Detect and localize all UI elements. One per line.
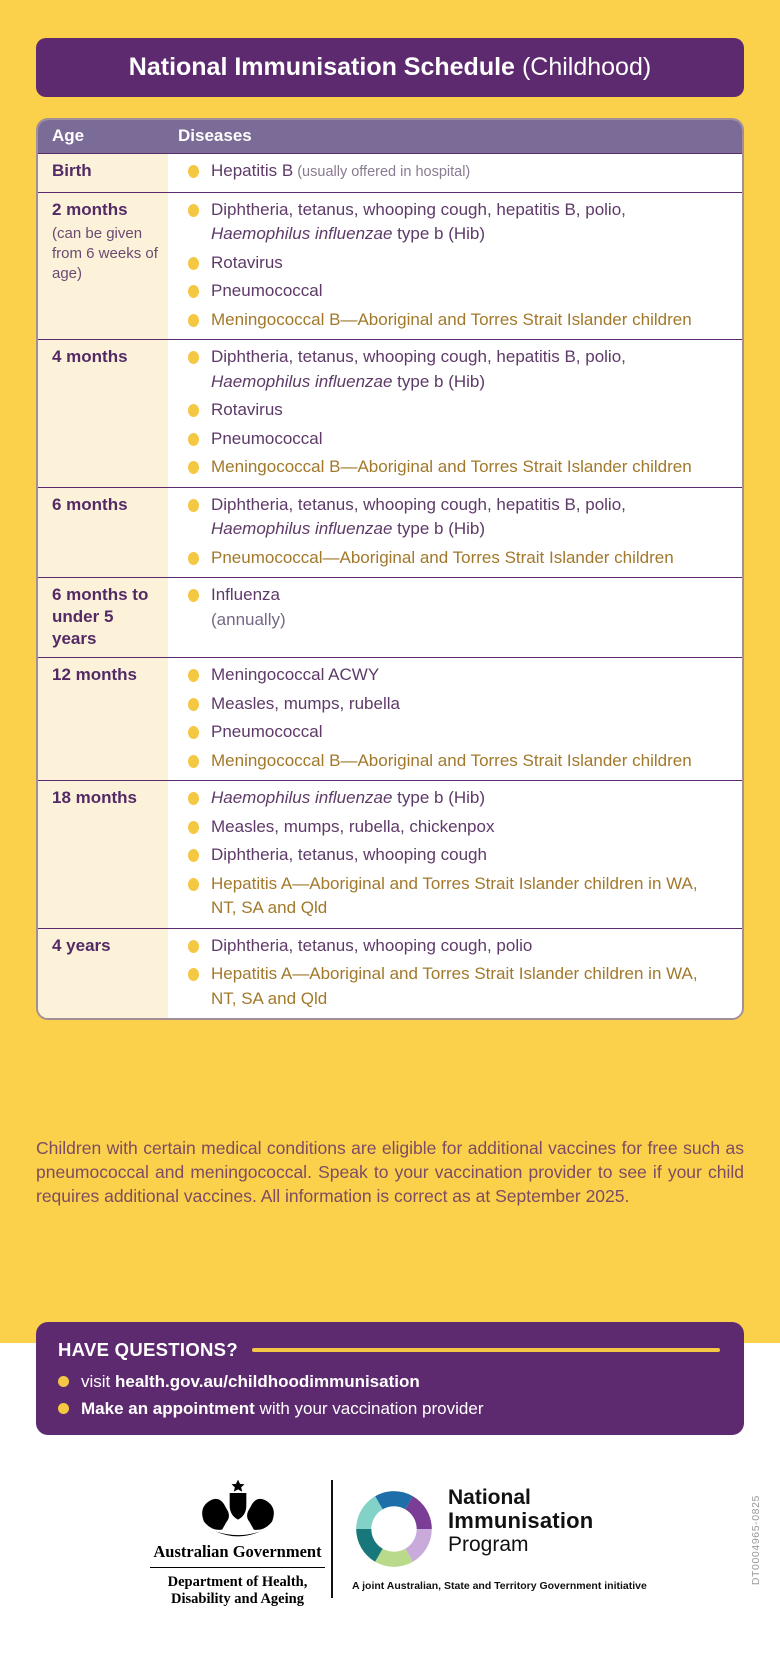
age-label: 2 months <box>52 199 128 219</box>
have-questions-panel <box>36 1322 744 1435</box>
text-segment: Hepatitis B <box>211 161 294 180</box>
bullet-icon <box>188 589 199 602</box>
disease-subline: (annually) <box>211 609 286 629</box>
nip-line3: Program <box>448 1533 529 1556</box>
disease-text <box>211 872 726 921</box>
bullet-icon <box>188 314 199 327</box>
text-segment: Haemophilus influenzae <box>211 371 393 391</box>
bullet-icon <box>188 726 199 739</box>
diseases-cell <box>168 781 742 928</box>
age-cell <box>38 193 168 340</box>
age-label: 6 months <box>52 494 128 514</box>
text-segment: type b (Hib) <box>392 224 486 243</box>
table-row <box>38 780 742 928</box>
text-segment: Diphtheria, tetanus, whooping cough, hepatitis B, polio, <box>211 494 626 514</box>
disease-text <box>211 663 379 688</box>
bullet-icon <box>188 755 199 768</box>
age-label: 12 months <box>52 665 138 684</box>
disease-item <box>188 345 726 394</box>
disease-item <box>188 663 726 688</box>
nip-tagline: A joint Australian, State and Territory Government initiative <box>352 1580 647 1592</box>
disease-text <box>211 546 674 571</box>
disease-item <box>188 455 726 480</box>
text-segment: Hepatitis A—Aboriginal and Torres Strait Islander children in WA, NT, SA and Qld <box>211 873 698 917</box>
nip-ring-segment <box>379 1555 409 1559</box>
table-row <box>38 153 742 192</box>
text-segment: Rotavirus <box>211 400 283 419</box>
age-cell <box>38 488 168 578</box>
age-label: 18 months <box>52 788 138 807</box>
disease-item <box>188 308 726 333</box>
age-cell <box>38 781 168 928</box>
text-segment: Meningococcal ACWY <box>211 665 380 684</box>
bullet-icon <box>188 285 199 298</box>
bullet-icon <box>58 1376 69 1387</box>
bullet-icon <box>188 204 199 217</box>
disease-text <box>211 251 283 276</box>
text-segment: Hepatitis A—Aboriginal and Torres Strait Islander children in WA, NT, SA and Qld <box>211 964 698 1008</box>
disease-text <box>211 692 400 717</box>
bullet-icon <box>188 821 199 834</box>
age-label: 6 months to under 5 years <box>52 585 149 648</box>
nip-line1: National <box>448 1486 531 1509</box>
gov-dept-line1: Department of Health, <box>167 1574 308 1590</box>
disease-item <box>188 815 726 840</box>
disease-text <box>211 159 470 185</box>
bullet-icon <box>188 792 199 805</box>
age-cell <box>38 929 168 1019</box>
have-questions-heading-row <box>58 1339 720 1361</box>
age-label: 4 months <box>52 347 128 366</box>
disease-item <box>188 962 726 1011</box>
column-header-age: Age <box>52 126 85 145</box>
diseases-cell <box>168 578 742 657</box>
disease-item <box>188 872 726 921</box>
disease-item <box>188 583 726 632</box>
question-bullet <box>58 1398 720 1420</box>
diseases-cell <box>168 340 742 487</box>
disease-text <box>211 198 726 247</box>
bullet-icon <box>58 1403 69 1414</box>
disease-text <box>211 962 726 1011</box>
text-segment: type b (Hib) <box>392 788 486 807</box>
disease-item <box>188 198 726 247</box>
bullet-icon <box>188 940 199 953</box>
diseases-cell <box>168 193 742 340</box>
text-segment: Haemophilus influenzae <box>211 519 393 538</box>
question-text <box>81 1398 483 1420</box>
disease-item <box>188 279 726 304</box>
text-segment: Meningococcal B—Aboriginal and Torres Strait Islander children <box>211 457 692 476</box>
text-segment: Measles, mumps, rubella, chickenpox <box>211 816 495 836</box>
disease-text <box>211 843 487 868</box>
text-segment: type b (Hib) <box>392 519 486 538</box>
additional-vaccines-footnote: Children with certain medical conditions are eligible for additional vaccines for free such as pneumococcal and meningococcal. Speak to your vaccination provider to see if your child requires additional vaccines. All information is correct as at September 2025. <box>36 1138 744 1206</box>
disease-text <box>211 934 532 959</box>
bullet-icon <box>188 849 199 862</box>
bullet-icon <box>188 433 199 446</box>
nip-ring-segment <box>379 1499 409 1503</box>
text-segment: health.gov.au/childhoodimmunisation <box>115 1372 420 1391</box>
disease-text <box>211 583 286 632</box>
page-title <box>36 38 744 97</box>
table-row <box>38 339 742 487</box>
table-row <box>38 928 742 1019</box>
text-segment: type b (Hib) <box>392 371 486 391</box>
disease-item <box>188 786 726 811</box>
table-row <box>38 577 742 657</box>
heading-rule <box>252 1348 720 1353</box>
disease-text <box>211 398 283 423</box>
text-segment: Diphtheria, tetanus, whooping cough, hepatitis B, polio, <box>211 199 626 219</box>
age-label: Birth <box>52 161 92 180</box>
bullet-icon <box>188 968 199 981</box>
text-segment: Influenza <box>211 585 280 604</box>
bullet-icon <box>188 351 199 364</box>
disease-item <box>188 493 726 542</box>
text-segment: Rotavirus <box>211 252 283 272</box>
table-row <box>38 657 742 780</box>
nip-ring-icon <box>352 1487 436 1571</box>
bullet-icon <box>188 698 199 711</box>
text-segment: Pneumococcal <box>211 281 323 300</box>
text-segment: Diphtheria, tetanus, whooping cough <box>211 845 487 864</box>
disease-text <box>211 427 323 452</box>
disease-text <box>211 279 323 304</box>
disease-text <box>211 493 726 542</box>
disease-text <box>211 749 692 774</box>
diseases-cell <box>168 488 742 578</box>
disease-text <box>211 786 485 811</box>
have-questions-bullets <box>58 1371 720 1420</box>
bullet-icon <box>188 499 199 512</box>
nip-ring-segment <box>409 1503 424 1529</box>
nip-ring-segment <box>364 1529 379 1555</box>
disease-item <box>188 159 726 185</box>
document-code: DT0004965-0825 <box>750 1495 762 1586</box>
schedule-table <box>36 118 744 1020</box>
disease-item <box>188 749 726 774</box>
nip-ring-segment <box>409 1529 424 1555</box>
text-segment: Meningococcal B—Aboriginal and Torres Strait Islander children <box>211 750 692 770</box>
disease-item <box>188 398 726 423</box>
question-text <box>81 1371 420 1393</box>
bullet-icon <box>188 878 199 891</box>
bullet-icon <box>188 165 199 178</box>
have-questions-heading: HAVE QUESTIONS? <box>58 1339 238 1360</box>
disease-item <box>188 843 726 868</box>
age-label: 4 years <box>52 935 111 955</box>
disease-item <box>188 720 726 745</box>
age-cell <box>38 154 168 192</box>
table-row <box>38 192 742 340</box>
nip-ring-segment <box>364 1503 379 1529</box>
australian-government-logo <box>150 1478 325 1608</box>
bullet-icon <box>188 669 199 682</box>
disease-item <box>188 427 726 452</box>
disease-note: (usually offered in hospital) <box>293 164 471 180</box>
disease-text <box>211 345 726 394</box>
logo-divider <box>331 1480 333 1598</box>
diseases-cell <box>168 929 742 1019</box>
page-title-main: National Immunisation Schedule <box>128 53 515 81</box>
column-header-diseases: Diseases <box>178 126 252 145</box>
table-row <box>38 487 742 578</box>
diseases-cell <box>168 658 742 780</box>
question-bullet <box>58 1371 720 1393</box>
disease-text <box>211 815 494 840</box>
text-segment: Make an appointment <box>81 1399 255 1418</box>
text-segment: Measles, mumps, rubella <box>211 693 400 713</box>
text-segment: Pneumococcal—Aboriginal and Torres Strait Islander children <box>211 547 674 567</box>
text-segment: Haemophilus influenzae <box>211 224 393 243</box>
disease-item <box>188 546 726 571</box>
disease-item <box>188 692 726 717</box>
diseases-cell <box>168 154 742 192</box>
nip-logo-wordmark <box>448 1486 593 1556</box>
text-segment: visit <box>81 1372 115 1391</box>
gov-dept-line2: Disability and Ageing <box>171 1591 304 1607</box>
disease-item <box>188 251 726 276</box>
text-segment: Diphtheria, tetanus, whooping cough, hepatitis B, polio, <box>211 347 626 366</box>
table-header-row <box>38 120 742 153</box>
age-cell <box>38 340 168 487</box>
gov-logo-department <box>150 1574 325 1608</box>
age-note: (can be given from 6 weeks of age) <box>52 224 158 282</box>
age-cell <box>38 658 168 780</box>
age-cell <box>38 578 168 657</box>
bullet-icon <box>188 461 199 474</box>
text-segment: with your vaccination provider <box>254 1399 484 1418</box>
text-segment: Pneumococcal <box>211 722 323 741</box>
nip-line2: Immunisation <box>448 1508 594 1533</box>
bullet-icon <box>188 404 199 417</box>
bullet-icon <box>188 552 199 565</box>
disease-text <box>211 455 692 480</box>
text-segment: Diphtheria, tetanus, whooping cough, polio <box>211 935 533 955</box>
schedule-table-body <box>38 153 742 1018</box>
text-segment: Pneumococcal <box>211 428 323 448</box>
page-title-suffix: (Childhood) <box>521 53 652 81</box>
disease-item <box>188 934 726 959</box>
text-segment: Meningococcal B—Aboriginal and Torres Strait Islander children <box>211 309 692 329</box>
disease-text <box>211 308 692 333</box>
bullet-icon <box>188 257 199 270</box>
disease-text <box>211 720 323 745</box>
text-segment: Haemophilus influenzae <box>211 788 393 807</box>
gov-logo-name: Australian Government <box>150 1542 325 1568</box>
coat-of-arms-icon <box>192 1478 284 1538</box>
